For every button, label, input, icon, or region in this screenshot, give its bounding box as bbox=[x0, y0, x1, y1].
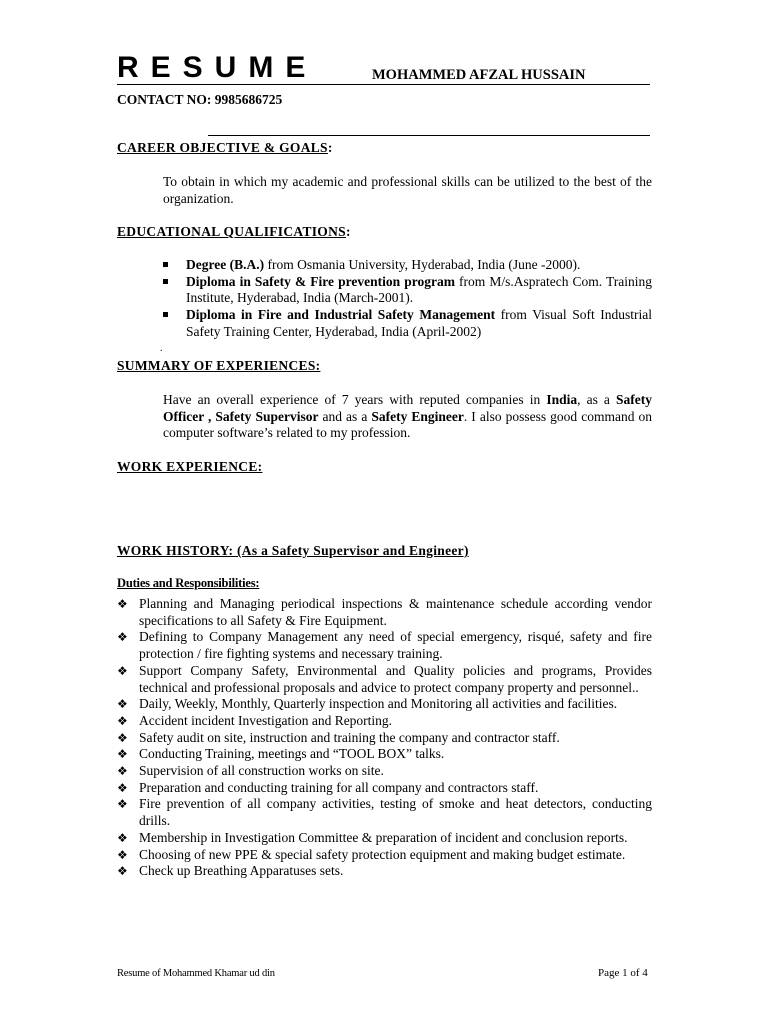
education-item-detail: from M/s.Aspratech Com. Training Institute, Hyderabad, India (March-2001). bbox=[186, 273, 653, 306]
work-experience-heading bbox=[117, 459, 262, 475]
summary-heading-text: SUMMARY OF EXPERIENCES: bbox=[117, 358, 321, 373]
diamond-bullet-icon: ❖ bbox=[117, 730, 128, 745]
diamond-bullet-icon: ❖ bbox=[117, 797, 128, 812]
summary-heading bbox=[117, 358, 320, 374]
candidate-name: MOHAMMED AFZAL HUSSAIN bbox=[372, 67, 586, 83]
duty-item bbox=[117, 596, 652, 629]
duty-item bbox=[117, 713, 652, 730]
duty-item bbox=[117, 730, 652, 747]
square-bullet-icon bbox=[163, 279, 168, 284]
duty-text: Choosing of new PPE & special safety protection equipment and making budget estimate. bbox=[139, 846, 626, 862]
square-bullet-icon bbox=[163, 262, 168, 267]
career-objective-text: To obtain in which my academic and professional skills can be utilized to the best of the organization. bbox=[163, 174, 652, 206]
duty-text: Check up Breathing Apparatuses sets. bbox=[139, 863, 344, 879]
diamond-bullet-icon: ❖ bbox=[117, 630, 128, 645]
contact-number: CONTACT NO: 9985686725 bbox=[117, 92, 283, 107]
duty-item bbox=[117, 847, 652, 864]
education-item-detail: from Visual Soft Industrial Safety Training Center, Hyderabad, India (April-2002) bbox=[186, 307, 652, 339]
diamond-bullet-icon: ❖ bbox=[117, 864, 128, 879]
footer-page-number: Page 1 of 4 bbox=[598, 967, 648, 979]
diamond-bullet-icon: ❖ bbox=[117, 780, 128, 795]
diamond-bullet-icon: ❖ bbox=[117, 713, 128, 728]
duty-text: Daily, Weekly, Monthly, Quarterly inspection and Monitoring all activities and facilities. bbox=[139, 696, 618, 712]
duty-item bbox=[117, 830, 652, 847]
education-heading-text: EDUCATIONAL QUALIFICATIONS bbox=[117, 224, 346, 239]
work-experience-heading-text: WORK EXPERIENCE: bbox=[117, 459, 263, 474]
stray-mark: . bbox=[160, 343, 163, 354]
duty-item bbox=[117, 863, 652, 880]
work-history-heading-text: WORK HISTORY: (As a Safety Supervisor and Engineer) bbox=[117, 543, 469, 558]
duty-item bbox=[117, 696, 652, 713]
title-underline bbox=[117, 84, 650, 85]
contact-divider bbox=[208, 135, 650, 136]
duty-text: Support Company Safety, Environmental and Quality policies and programs, Provides technical and professional proposals and advice to protect company property and personnel.. bbox=[139, 662, 652, 695]
diamond-bullet-icon: ❖ bbox=[117, 830, 128, 845]
duty-text: Safety audit on site, instruction and training the company and contractor staff. bbox=[139, 729, 560, 745]
duty-text: Planning and Managing periodical inspections & maintenance schedule according vendor specifications to all Safety & Fire Equipment. bbox=[139, 596, 652, 628]
duty-item bbox=[117, 763, 652, 780]
duty-text: Supervision of all construction works on site. bbox=[139, 763, 384, 779]
duty-item bbox=[117, 663, 652, 696]
work-history-heading bbox=[117, 543, 469, 559]
education-item bbox=[163, 274, 652, 307]
career-objective-heading bbox=[117, 140, 333, 156]
diamond-bullet-icon: ❖ bbox=[117, 663, 128, 678]
resume-title: RESUME bbox=[117, 51, 318, 84]
duty-text: Membership in Investigation Committee & preparation of incident and conclusion reports. bbox=[139, 829, 628, 845]
summary-text-part: , as a bbox=[577, 392, 616, 407]
duties-list bbox=[117, 596, 652, 880]
summary-text-part: . I also possess good command on computer software’s related to my profession. bbox=[163, 408, 652, 441]
duty-item bbox=[117, 796, 652, 829]
education-heading-colon: : bbox=[345, 224, 351, 239]
education-item bbox=[163, 307, 652, 340]
education-item-detail: from Osmania University, Hyderabad, India (June -2000). bbox=[264, 257, 581, 272]
education-item-title: Degree (B.A.) bbox=[186, 257, 265, 272]
duties-title: Duties and Responsibilities: bbox=[117, 576, 260, 590]
footer-document-name: Resume of Mohammed Khamar ud din bbox=[117, 968, 275, 979]
summary-text-part: and as a bbox=[318, 408, 372, 424]
square-bullet-icon bbox=[163, 312, 168, 317]
diamond-bullet-icon: ❖ bbox=[117, 697, 128, 712]
education-item-title: Diploma in Safety & Fire prevention program bbox=[186, 273, 455, 289]
duty-text: Defining to Company Management any need of special emergency, risqué, safety and fire protection / fire fighting systems and necessary training. bbox=[139, 629, 652, 662]
duty-text: Accident incident Investigation and Reporting. bbox=[139, 712, 393, 728]
duty-text: Preparation and conducting training for all company and contractors staff. bbox=[139, 779, 539, 795]
duty-text: Fire prevention of all company activities, testing of smoke and heat detectors, conducting drills. bbox=[139, 796, 652, 829]
education-item bbox=[163, 257, 652, 274]
summary-text bbox=[163, 392, 652, 442]
career-objective-heading-colon: : bbox=[327, 140, 333, 155]
diamond-bullet-icon: ❖ bbox=[117, 747, 128, 762]
diamond-bullet-icon: ❖ bbox=[117, 764, 128, 779]
duty-text: Conducting Training, meetings and “TOOL BOX” talks. bbox=[139, 746, 445, 762]
diamond-bullet-icon: ❖ bbox=[117, 597, 128, 611]
diamond-bullet-icon: ❖ bbox=[117, 847, 128, 862]
summary-country: India bbox=[546, 392, 578, 407]
summary-role-engineer: Safety Engineer bbox=[371, 408, 464, 424]
career-objective-heading-text: CAREER OBJECTIVE & GOALS bbox=[117, 140, 328, 155]
duty-item bbox=[117, 746, 652, 763]
duty-item bbox=[117, 629, 652, 662]
education-list bbox=[163, 257, 652, 341]
education-heading bbox=[117, 224, 351, 240]
duty-item bbox=[117, 780, 652, 797]
summary-roles: Safety Officer , Safety Supervisor bbox=[163, 392, 652, 424]
education-item-title: Diploma in Fire and Industrial Safety Management bbox=[186, 307, 496, 323]
summary-text-part: Have an overall experience of 7 years with reputed companies in bbox=[163, 392, 547, 407]
